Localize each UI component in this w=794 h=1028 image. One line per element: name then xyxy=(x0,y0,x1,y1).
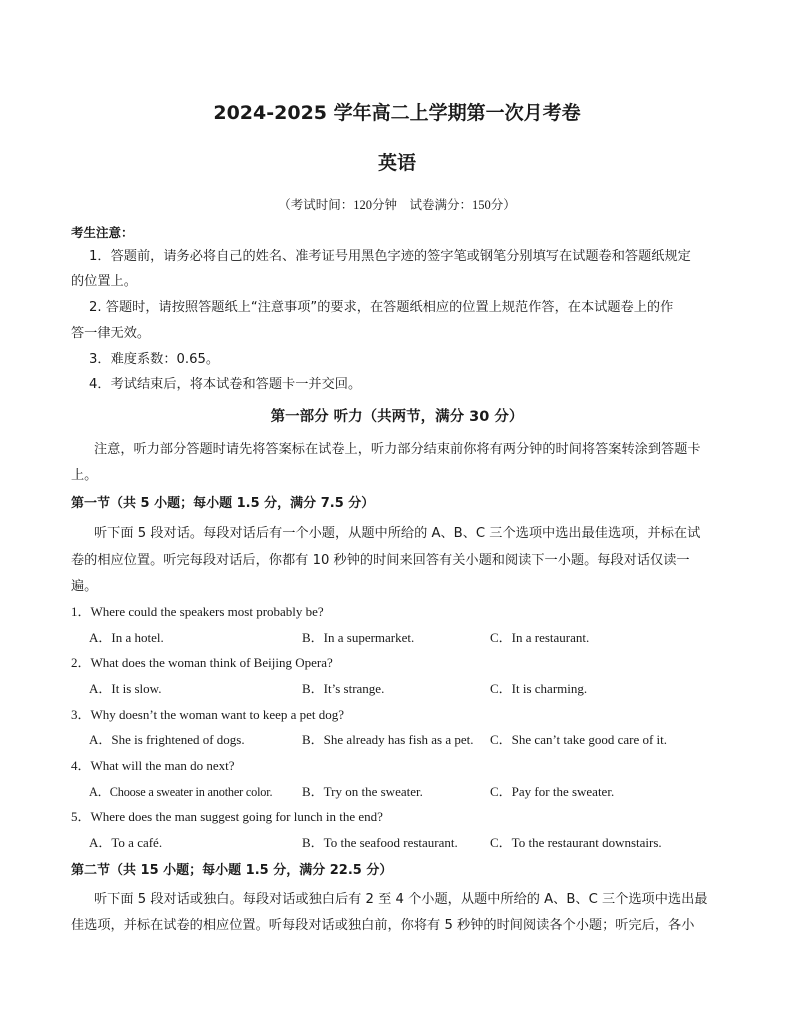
question-2-stem: 2．What does the woman think of Beijing Opera? xyxy=(71,655,333,670)
section1-instructions-end: 遍。 xyxy=(71,579,98,594)
question-5-option-a: A．To a café. xyxy=(89,835,163,850)
question-5-option-b: B．To the seafood restaurant. xyxy=(302,835,458,850)
question-4-option-a: A．Choose a sweater in another color. xyxy=(89,785,273,799)
notice-item-3: 3．难度系数：0.65。 xyxy=(89,352,220,367)
part1-note-cont: 上。 xyxy=(71,468,98,483)
question-4-option-b: B．Try on the sweater. xyxy=(302,784,423,799)
notice-item-2-cont: 答一律无效。 xyxy=(71,326,151,341)
section2-heading: 第二节（共 15 小题；每小题 1.5 分，满分 22.5 分） xyxy=(71,863,393,878)
section2-instructions: 听下面 5 段对话或独白。每段对话或独白后有 2 至 4 个小题，从题中所给的 A、B、C 三个选项中选出最 xyxy=(94,892,708,907)
question-3-stem: 3．Why doesn’t the woman want to keep a pet dog? xyxy=(71,707,345,722)
notice-item-1: 1．答题前，请务必将自己的姓名、准考证号用黑色字迹的签字笔或钢笔分别填写在试题卷和答题纸规定 xyxy=(89,249,691,264)
question-5-stem: 5．Where does the man suggest going for lunch in the end? xyxy=(71,809,383,824)
exam-title: 2024-2025 学年高二上学期第一次月考卷 xyxy=(213,102,581,124)
question-1-stem: 1．Where could the speakers most probably be? xyxy=(71,604,324,619)
part1-heading: 第一部分 听力（共两节，满分 30 分） xyxy=(270,409,524,425)
question-2-option-c: C．It is charming. xyxy=(490,681,588,696)
question-1-option-b: B．In a supermarket. xyxy=(302,630,415,645)
question-4-stem: 4．What will the man do next? xyxy=(71,758,235,773)
question-4-option-c: C．Pay for the sweater. xyxy=(490,784,615,799)
notice-item-1-cont: 的位置上。 xyxy=(71,274,137,289)
question-1-option-c: C．In a restaurant. xyxy=(490,630,590,645)
exam-info: （考试时间：120分钟 试卷满分：150分） xyxy=(278,198,516,212)
question-1-option-a: A．In a hotel. xyxy=(89,630,164,645)
subject-title: 英语 xyxy=(377,152,416,174)
notice-heading: 考生注意： xyxy=(71,225,134,240)
question-2-option-b: B．It’s strange. xyxy=(302,681,385,696)
section1-heading: 第一节（共 5 小题；每小题 1.5 分，满分 7.5 分） xyxy=(71,496,375,511)
question-3-option-c: C．She can’t take good care of it. xyxy=(490,732,668,747)
section1-instructions-cont: 卷的相应位置。听完每段对话后，你都有 10 秒钟的时间来回答有关小题和阅读下一小题。每段对话仅读一 xyxy=(71,553,690,568)
section1-instructions: 听下面 5 段对话。每段对话后有一个小题，从题中所给的 A、B、C 三个选项中选出最佳选项，并标在试 xyxy=(94,526,701,541)
question-5-option-c: C．To the restaurant downstairs. xyxy=(490,835,662,850)
notice-item-4: 4．考试结束后，将本试卷和答题卡一并交回。 xyxy=(89,377,362,392)
part1-note: 注意，听力部分答题时请先将答案标在试卷上，听力部分结束前你将有两分钟的时间将答案转涂到答题卡 xyxy=(94,442,701,457)
notice-item-2: 2. 答题时，请按照答题纸上“注意事项”的要求，在答题纸相应的位置上规范作答，在本试题卷上的作 xyxy=(89,300,674,315)
section2-instructions-cont: 佳选项，并标在试卷的相应位置。听每段对话或独白前，你将有 5 秒钟的时间阅读各个小题；听完后，各小 xyxy=(71,918,695,933)
question-2-option-a: A．It is slow. xyxy=(89,681,162,696)
question-3-option-b: B．She already has fish as a pet. xyxy=(302,732,474,747)
question-3-option-a: A．She is frightened of dogs. xyxy=(89,732,245,747)
